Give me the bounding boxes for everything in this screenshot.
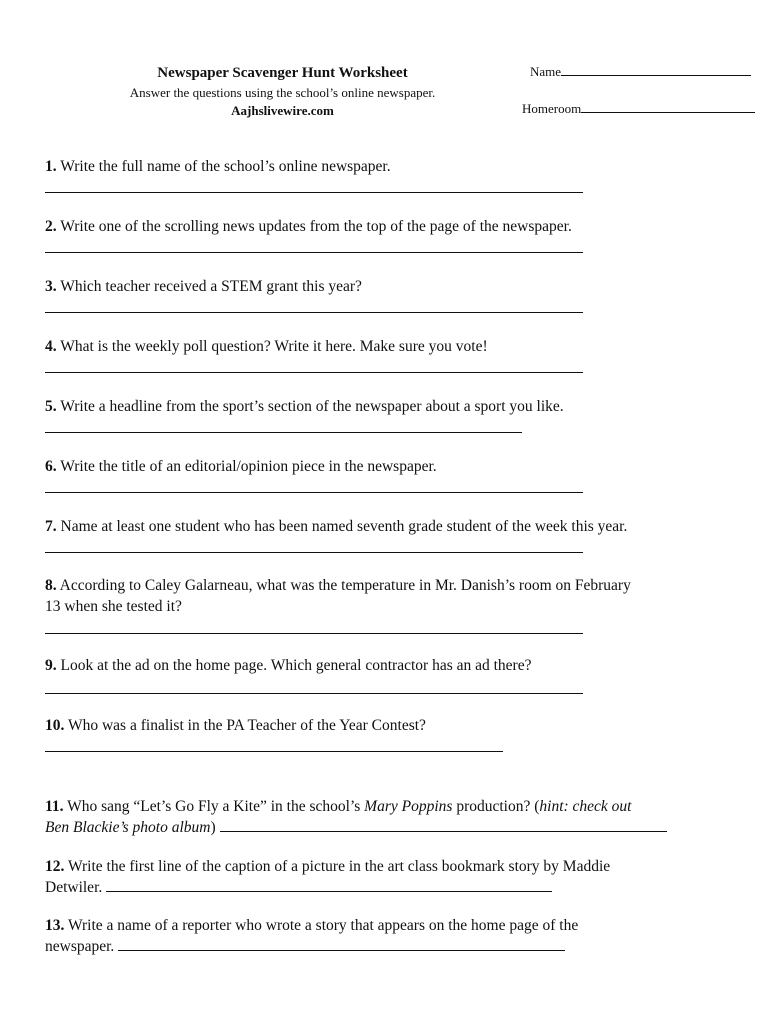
name-blank[interactable]: [561, 74, 751, 76]
question-2: [45, 216, 572, 237]
answer-line-2[interactable]: [45, 252, 583, 253]
answer-line-11[interactable]: [220, 817, 667, 832]
answer-line-3[interactable]: [45, 312, 583, 313]
question-text: Who sang “Let’s Go Fly a Kite” in the school’s: [67, 798, 365, 815]
question-text: Write the full name of the school’s online newspaper.: [60, 158, 391, 175]
question-12: [45, 856, 610, 898]
answer-line-13[interactable]: [118, 936, 565, 951]
question-3: [45, 276, 362, 297]
answer-line-4[interactable]: [45, 372, 583, 373]
question-5: [45, 396, 564, 417]
homeroom-blank[interactable]: [581, 111, 755, 113]
question-13: [45, 915, 578, 957]
question-text: Write the first line of the caption of a picture in the art class bookmark story by Maddie: [67, 858, 611, 875]
question-8: [45, 575, 631, 617]
question-number: 8.: [45, 577, 57, 594]
question-1: [45, 156, 391, 177]
question-number: 1.: [45, 158, 57, 175]
question-text: Write one of the scrolling news updates from the top of the page of the newspaper.: [60, 218, 572, 235]
question-number: 2.: [45, 218, 57, 235]
question-number: 10.: [45, 717, 65, 734]
answer-line-1[interactable]: [45, 192, 583, 193]
question-text-continued: 13 when she tested it?: [45, 598, 182, 615]
question-11: 11. Who sang “Let’s Go Fly a Kite” in the school’s Mary Poppins production? (hint: check out Ben Blackie’s photo album): [45, 796, 667, 838]
answer-line-6[interactable]: [45, 492, 583, 493]
question-number: 5.: [45, 398, 57, 415]
answer-line-7[interactable]: [45, 552, 583, 553]
question-text-continued: Detwiler.: [45, 879, 103, 896]
question-text: Write a name of a reporter who wrote a story that appears on the home page of the: [67, 917, 579, 934]
question-text: According to Caley Galarneau, what was the temperature in Mr. Danish’s room on February: [59, 577, 631, 594]
question-6: [45, 456, 437, 477]
answer-line-8[interactable]: [45, 633, 583, 634]
website-name: Aajhslivewire.com: [231, 103, 334, 118]
question-text-continued: newspaper.: [45, 938, 115, 955]
question-number: 6.: [45, 458, 57, 475]
question-text: Which teacher received a STEM grant this year?: [60, 278, 362, 295]
hint-text-continued: Ben Blackie’s photo album: [45, 819, 211, 836]
homeroom-label: Homeroom: [522, 101, 582, 116]
question-number: 4.: [45, 338, 57, 355]
question-9: [45, 655, 531, 676]
answer-line-9[interactable]: [45, 693, 583, 694]
answer-line-5[interactable]: [45, 432, 522, 433]
question-number: 9.: [45, 657, 57, 674]
question-text: Name at least one student who has been named seventh grade student of the week this year.: [60, 518, 628, 535]
name-label: Name: [530, 64, 562, 79]
production-title: Mary Poppins: [364, 798, 453, 815]
worksheet-title: Newspaper Scavenger Hunt Worksheet: [157, 65, 408, 81]
question-text: Write the title of an editorial/opinion piece in the newspaper.: [60, 458, 437, 475]
question-number: 3.: [45, 278, 57, 295]
question-text: What is the weekly poll question? Write it here. Make sure you vote!: [60, 338, 488, 355]
hint-text: hint: check out: [539, 798, 632, 815]
question-text: Look at the ad on the home page. Which general contractor has an ad there?: [60, 657, 532, 674]
question-4: [45, 336, 488, 357]
question-number: 11.: [45, 798, 64, 815]
name-field[interactable]: [530, 64, 751, 80]
answer-line-12[interactable]: [106, 877, 552, 892]
question-number: 12.: [45, 858, 65, 875]
question-text: Write a headline from the sport’s section of the newspaper about a sport you like.: [60, 398, 564, 415]
question-10: [45, 715, 426, 736]
question-text: Who was a finalist in the PA Teacher of the Year Contest?: [67, 717, 426, 734]
question-number: 13.: [45, 917, 65, 934]
homeroom-field[interactable]: [522, 101, 755, 117]
worksheet-instructions: Answer the questions using the school’s online newspaper.: [129, 85, 436, 100]
worksheet-header: [90, 64, 475, 120]
answer-line-10[interactable]: [45, 751, 503, 752]
question-7: [45, 516, 627, 537]
question-number: 7.: [45, 518, 57, 535]
